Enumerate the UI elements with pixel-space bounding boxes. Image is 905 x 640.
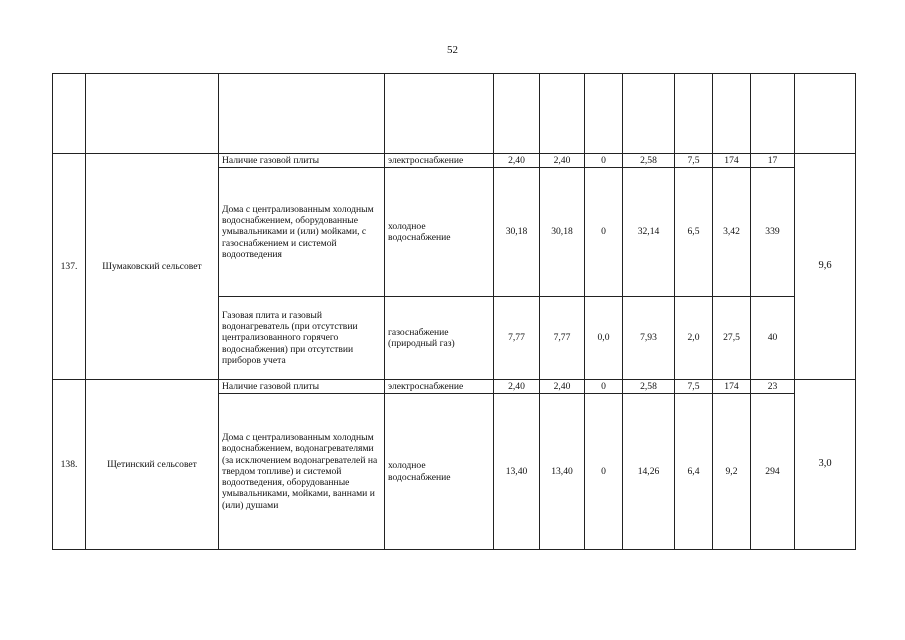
value-cell: 3,42	[713, 168, 751, 297]
value-cell: 9,2	[713, 394, 751, 550]
service-cell: электроснабжение	[385, 380, 494, 394]
settlement-name: Щетинский сельсовет	[86, 380, 219, 550]
value-cell: 7,77	[540, 297, 585, 380]
row-number: 137.	[53, 154, 86, 380]
table-row	[53, 380, 856, 394]
value-cell: 0	[585, 154, 623, 168]
value-cell: 7,5	[675, 154, 713, 168]
value-cell: 2,40	[494, 380, 540, 394]
empty-cell	[795, 74, 856, 154]
value-cell: 6,4	[675, 394, 713, 550]
row-number: 138.	[53, 380, 86, 550]
value-cell: 27,5	[713, 297, 751, 380]
value-cell: 2,40	[540, 154, 585, 168]
value-cell: 40	[751, 297, 795, 380]
condition-cell: Наличие газовой плиты	[219, 380, 385, 394]
empty-cell	[86, 74, 219, 154]
tariff-table	[52, 73, 856, 550]
value-cell: 294	[751, 394, 795, 550]
page-number: 52	[447, 44, 458, 56]
empty-cell	[713, 74, 751, 154]
value-cell: 0,0	[585, 297, 623, 380]
empty-cell	[219, 74, 385, 154]
settlement-name: Шумаковский сельсовет	[86, 154, 219, 380]
condition-cell: Дома с централизованным холодным водоснабжением, оборудованные умывальниками и (или) мойками, с газоснабжением и системой водоотведения	[219, 168, 385, 297]
total-cell: 9,6	[795, 154, 856, 380]
value-cell: 0	[585, 380, 623, 394]
value-cell: 7,77	[494, 297, 540, 380]
value-cell: 7,93	[623, 297, 675, 380]
empty-cell	[751, 74, 795, 154]
value-cell: 30,18	[494, 168, 540, 297]
empty-cell	[585, 74, 623, 154]
empty-cell	[675, 74, 713, 154]
empty-cell	[494, 74, 540, 154]
empty-cell	[623, 74, 675, 154]
value-cell: 0	[585, 168, 623, 297]
table-row	[53, 154, 856, 168]
value-cell: 17	[751, 154, 795, 168]
condition-cell: Дома с централизованным холодным водоснабжением, водонагревателями (за исключением водонагревателей на твердом топливе) и системой водоотведения, оборудованные умывальниками, мойками, ваннами и (или) душами	[219, 394, 385, 550]
service-cell: холодное водоснабжение	[385, 168, 494, 297]
empty-cell	[53, 74, 86, 154]
value-cell: 2,40	[540, 380, 585, 394]
value-cell: 13,40	[540, 394, 585, 550]
value-cell: 2,0	[675, 297, 713, 380]
continuation-row	[53, 74, 856, 154]
condition-cell: Газовая плита и газовый водонагреватель (при отсутствии централизованного горячего водоснабжения) при отсутствии приборов учета	[219, 297, 385, 380]
value-cell: 23	[751, 380, 795, 394]
service-cell: холодное водоснабжение	[385, 394, 494, 550]
value-cell: 174	[713, 380, 751, 394]
total-cell: 3,0	[795, 380, 856, 550]
value-cell: 2,58	[623, 380, 675, 394]
value-cell: 7,5	[675, 380, 713, 394]
value-cell: 2,40	[494, 154, 540, 168]
condition-cell: Наличие газовой плиты	[219, 154, 385, 168]
value-cell: 2,58	[623, 154, 675, 168]
value-cell: 32,14	[623, 168, 675, 297]
empty-cell	[540, 74, 585, 154]
value-cell: 174	[713, 154, 751, 168]
value-cell: 6,5	[675, 168, 713, 297]
value-cell: 30,18	[540, 168, 585, 297]
service-cell: газоснабжение (природный газ)	[385, 297, 494, 380]
value-cell: 0	[585, 394, 623, 550]
empty-cell	[385, 74, 494, 154]
service-cell: электроснабжение	[385, 154, 494, 168]
value-cell: 14,26	[623, 394, 675, 550]
value-cell: 13,40	[494, 394, 540, 550]
value-cell: 339	[751, 168, 795, 297]
